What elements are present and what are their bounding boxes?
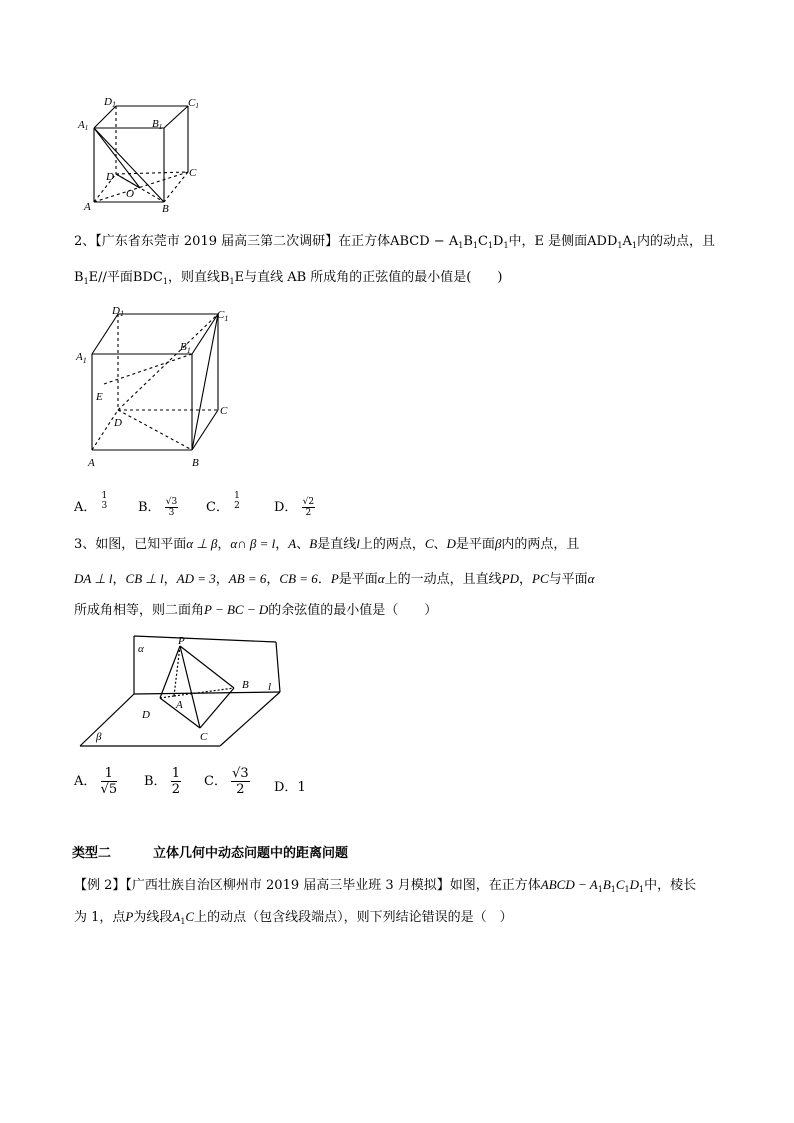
vertex-label-A: A (176, 699, 183, 711)
q2-line-1: 2、【广东省东莞市 2019 届高三第二次调研】在正方体ABCD − $A_1B_1C_1D_1$中，E 是侧面$ADD_1A_1$内的动点，且 (74, 234, 715, 250)
planes-figure-3 (72, 628, 302, 752)
vertex-label-B: B (242, 679, 249, 691)
ex2-line-1: 【例 2】【广西壮族自治区柳州市 2019 届高三毕业班 3 月模拟】如图，在正方体ABCD − $A_1B_1C_1D_1$中，棱长 (74, 877, 697, 894)
vertex-label-P: P (178, 635, 185, 647)
vertex-label-C: C (200, 731, 208, 743)
vertex-label-C: C (220, 405, 228, 417)
q2-line-2: $B_1E//$平面$BDC_1$，则直线$B_1E$与直线 AB 所成角的正弦值的最小值是( ) (74, 270, 503, 286)
plane-label-beta: β (96, 731, 102, 743)
vertex-label-C: C (189, 167, 197, 179)
cube-figure-2 (74, 300, 244, 472)
ex2-line-2: 为 1，点P为线段$A_1C$上的动点（包含线段端点），则下列结论错误的是（ ） (74, 909, 513, 926)
line-label-l: l (268, 681, 272, 693)
q3-option-b: B． $\frac{1}{2}$ (144, 766, 180, 797)
vertex-label-A: A (88, 457, 95, 469)
q3-line-2: DA ⊥ l，CB ⊥ l，AD = 3，AB = 6，CB = 6．P是平面α上的一动点，且直线PD，PC与平面α (74, 571, 595, 587)
vertex-label-D: D (114, 417, 122, 429)
cube-figure-1 (76, 94, 216, 216)
q3-option-c: C． $\frac{√3}{2}$ (204, 766, 249, 797)
plane-label-alpha: α (138, 643, 144, 655)
vertex-label-E: E (96, 391, 103, 403)
vertex-label-B1: $B_1$ (180, 341, 191, 355)
vertex-label-C1: $C_1$ (217, 309, 229, 323)
vertex-label-B1: B1 (152, 118, 163, 131)
vertex-label-O: O (126, 188, 134, 200)
vertex-label-A1: A1 (78, 119, 89, 132)
vertex-label-B: B (162, 203, 169, 215)
q3-option-d: D．1 (274, 780, 306, 795)
vertex-label-D1: D1 (104, 96, 116, 109)
vertex-label-A1: $A_1$ (76, 351, 87, 365)
q2-option-d: D． $\frac{√2}{2}$ (274, 497, 315, 518)
q2-option-b: B． $\frac{√3}{3}$ (138, 497, 178, 518)
vertex-label-D1: D1 (112, 305, 124, 318)
vertex-label-D: D (106, 171, 114, 183)
vertex-label-B: B (192, 457, 199, 469)
q3-line-3: 所成角相等，则二面角P − BC − D的余弦值的最小值是（ ） (74, 602, 438, 618)
q3-line-1: 3、如图，已知平面α ⊥ β，α∩ β = l，A、B是直线l上的两点，C、D是平面β内的两点，且 (74, 536, 580, 552)
vertex-label-D: D (142, 709, 150, 721)
section-heading: 类型二 立体几何中动态问题中的距离问题 (72, 846, 349, 861)
q2-option-a: A． 1 3 (74, 490, 108, 515)
q2-option-c: C． 1 2 (206, 490, 240, 515)
vertex-label-C1: C1 (188, 97, 199, 110)
q3-option-a: A． $\frac{1}{√5}$ (74, 766, 118, 797)
vertex-label-A: A (84, 201, 91, 213)
